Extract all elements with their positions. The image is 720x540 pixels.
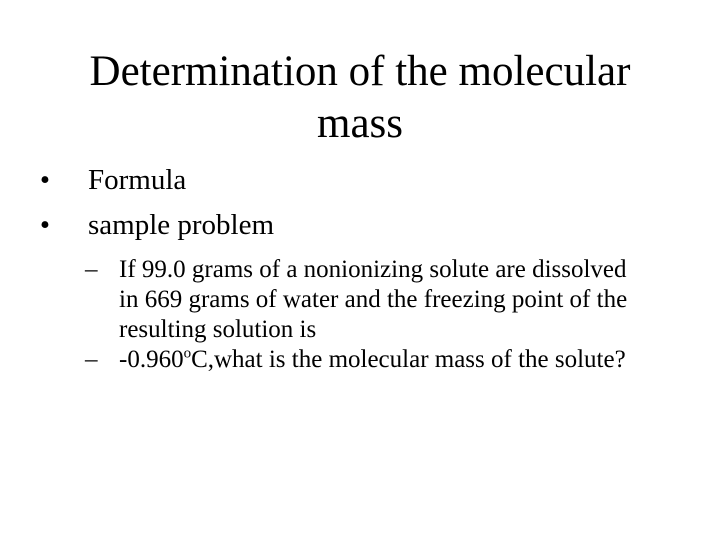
sub-bullet-item-problem-statement xyxy=(85,255,645,345)
slide-title-line-2: mass xyxy=(317,100,403,147)
slide-title-line-1: Determination of the molecular xyxy=(89,48,631,95)
sub-bullet-list xyxy=(85,255,645,375)
dash-marker: – xyxy=(85,346,98,373)
sub-bullet-text: If 99.0 grams of a nonionizing solute are dissolved in 669 grams of water and the freezing point of the resulting solution is xyxy=(119,256,628,343)
bullet-marker: • xyxy=(39,209,51,241)
temperature-value: -0.960 xyxy=(119,346,184,373)
slide-title xyxy=(60,46,660,150)
sub-bullet-item-question xyxy=(85,345,645,375)
bullet-item-formula xyxy=(30,162,690,199)
bullet-list xyxy=(30,162,690,252)
degree-superscript: o xyxy=(183,345,192,362)
bullet-text: sample problem xyxy=(88,209,275,241)
bullet-text: Formula xyxy=(88,164,187,196)
bullet-marker: • xyxy=(39,164,51,196)
dash-marker: – xyxy=(85,256,98,283)
bullet-item-sample-problem xyxy=(30,207,690,244)
sub-bullet-text: C,what is the molecular mass of the solute? xyxy=(191,346,626,373)
